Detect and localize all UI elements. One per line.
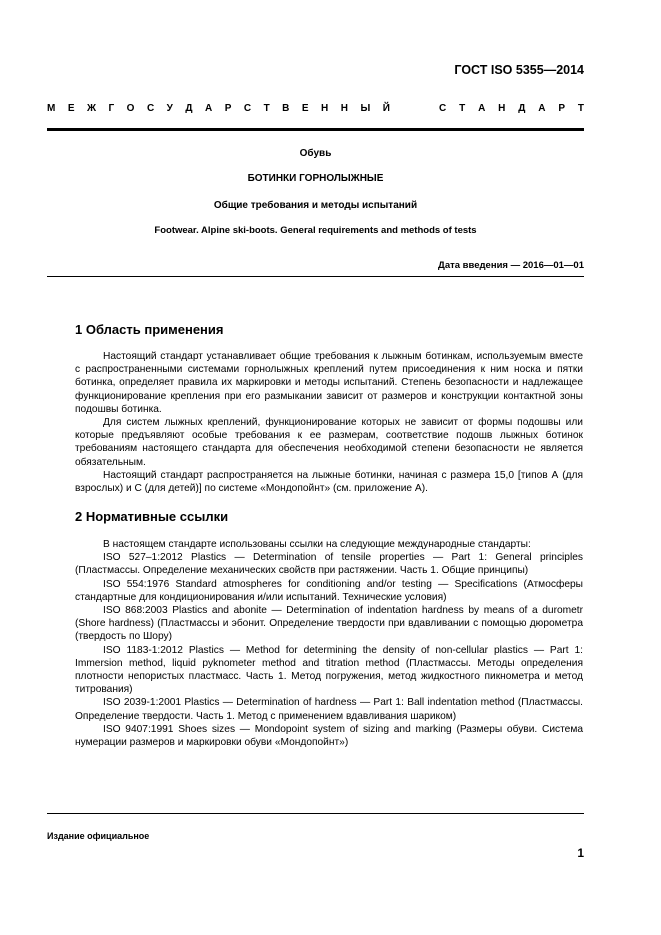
- section-1-heading: 1 Область применения: [75, 322, 224, 337]
- letter: Е: [67, 103, 75, 114]
- letter: Д: [518, 103, 526, 114]
- letter: Ы: [360, 103, 371, 114]
- document-subtitle: Общие требования и методы испытаний: [213, 200, 418, 211]
- intro-date-rule: [47, 276, 584, 277]
- section-2-heading: 2 Нормативные ссылки: [75, 509, 229, 524]
- document-title: БОТИНКИ ГОРНОЛЫЖНЫЕ: [247, 173, 384, 184]
- letter: Н: [340, 103, 348, 114]
- letter: Й: [382, 103, 390, 114]
- reference-item: ISO 868:2003 Plastics and abonite — Determination of indentation hardness by means of a durometr (Shore hardness) (Пластмассы и эбонит. Определение твердости при вдавливании с помощью дюрометра (твердость по Шору): [75, 605, 583, 643]
- letter: Т: [577, 103, 584, 114]
- document-english-title: Footwear. Alpine ski-boots. General requirements and methods of tests: [154, 225, 477, 236]
- document-subject: Обувь: [299, 148, 332, 159]
- letter: С: [243, 103, 252, 114]
- page-number: 1: [577, 846, 584, 860]
- reference-item: ISO 1183-1:2012 Plastics — Method for determining the density of non-cellular plastics — Part 1: Immersion method, liquid pyknometer method and titration method (Пластмассы. Методы определения плотности непористых пластмасс. Часть 1. Метод погружения, метод жидкостного пикнометра и метод титрования): [75, 644, 583, 696]
- letter: Р: [224, 103, 232, 114]
- letter: О: [126, 103, 135, 114]
- letter: Н: [321, 103, 329, 114]
- letter: Н: [498, 103, 506, 114]
- section-1-body: [75, 350, 583, 495]
- letter: Е: [301, 103, 309, 114]
- reference-item: ISO 9407:1991 Shoes sizes — Mondopoint system of sizing and marking (Размеры обуви. Система нумерации размеров и маркировки обуви «Мондопойнт»): [75, 723, 583, 749]
- letter: Ж: [86, 103, 97, 114]
- standard-type-left: [47, 103, 390, 114]
- letter: М: [47, 103, 56, 114]
- letter: У: [166, 103, 173, 114]
- letter: В: [282, 103, 290, 114]
- letter: Т: [263, 103, 270, 114]
- paragraph: В настоящем стандарте использованы ссылки на следующие международные стандарты:: [103, 539, 531, 550]
- letter: Т: [459, 103, 466, 114]
- letter: А: [538, 103, 546, 114]
- section-2-body: [75, 538, 583, 749]
- paragraph: Настоящий стандарт устанавливает общие требования к лыжным ботинкам, используемым вместе с распространенными системами горнолыжных креплений путем присоединения к ним носка и пятки ботинка, определяет правила их маркировки и методы испытаний. Степень безопасности и надлежащее функционирование крепления при его размыкании зависит от размеров и конструкции контактной зоны подошвы ботинка.: [75, 351, 583, 415]
- standard-code: ГОСТ ISO 5355—2014: [454, 63, 584, 77]
- edition-label: Издание официальное: [47, 831, 150, 841]
- paragraph: Настоящий стандарт распространяется на лыжные ботинки, начиная с размера 15,0 [типов А (для взрослых) и С (для детей)] по системе «Мондопойнт» (см. приложение А).: [75, 469, 583, 495]
- letter: Д: [185, 103, 193, 114]
- letter: А: [204, 103, 213, 114]
- footer-rule: [47, 813, 584, 814]
- standard-type: [47, 103, 584, 114]
- standard-type-right: [439, 103, 584, 114]
- reference-item: ISO 2039-1:2001 Plastics — Determination of hardness — Part 1: Ball indentation method (Пластмассы. Определение твердости. Часть 1. Метод с применением вдавливания шариком): [75, 697, 583, 722]
- reference-item: ISO 554:1976 Standard atmospheres for conditioning and/or testing — Specifications (Атмосферы стандартные для кондиционирования и/или испытаний. Технические условия): [75, 578, 583, 603]
- letter: Р: [558, 103, 565, 114]
- letter: С: [146, 103, 155, 114]
- letter: С: [439, 103, 447, 114]
- introduction-date: Дата введения — 2016—01—01: [438, 260, 584, 271]
- header-rule: [47, 128, 584, 131]
- paragraph: Для систем лыжных креплений, функционирование которых не зависит от формы подошвы или которые предъявляют особые требования к ее размерам, соответствие подошв лыжных ботинок требованиям настоящего стандарта для обеспечения необходимой степени безопасности не является обязательным.: [75, 417, 583, 468]
- reference-item: ISO 527–1:2012 Plastics — Determination of tensile properties — Part 1: General principles (Пластмассы. Определение механических свойств при растяжении. Часть 1. Общие принципы): [75, 552, 583, 577]
- letter: Г: [108, 103, 115, 114]
- letter: А: [478, 103, 486, 114]
